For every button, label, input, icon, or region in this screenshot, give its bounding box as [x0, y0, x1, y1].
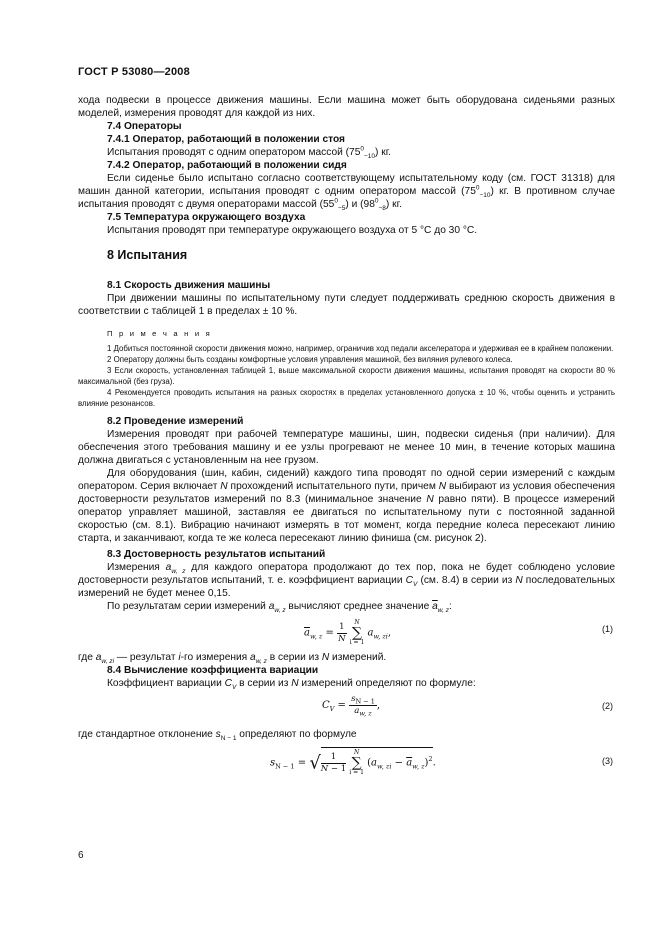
paragraph-7-4-1: Испытания проводят с одним оператором массой $(75^0_{-10})$ кг.: [107, 145, 392, 161]
section-heading-7-4-1: 7.4.1 Оператор, работающий в положении стоя: [107, 134, 345, 145]
formula-2: $C_V$ = $\frac{s_{N - 1}}{\overline{a}_{w, z}}$ , (2): [322, 694, 613, 718]
note-1: 1 Добиться постоянной скорости движения можно, например, ограничив ход педали акселератора и удерживая ее в крайнем положении.: [107, 344, 614, 353]
section-heading-7-4: 7.4 Операторы: [107, 121, 182, 132]
formula-1-explanation: где $a_{w, zi}$ — результат i-го измерения $a_{w, z}$ в серии из N измерений.: [78, 652, 387, 666]
paragraph-7-4-2: Если сиденье было испытано согласно соответствующему испытательному коду (см. ГОСТ 31318) для машин данной категории, испытания проводят с одним оператором массой $(75^0_{-10})$ кг. В противном случае испытания проводят с двумя операторами массой $(55^0_{-5})$ и $(98^0_{-8})$ кг.: [78, 173, 615, 213]
section-heading-8-1: 8.1 Скорость движения машины: [107, 280, 271, 291]
formula-1: $\overline{a}_{w, z}$ = $\frac{1}{N}$ N ∑ i = 1 $a_{w, zi}$, (1): [304, 619, 613, 646]
paragraph: хода подвески в процессе движения машины. Если машина может быть оборудована сиденьями разных моделей, измерения проводят для каждой из них.: [78, 95, 615, 119]
note-3: 3 Если скорость, установленная таблицей 1, выше максимальной скорости движения машины, испытания проводят на скорости 80 % максимальной (без груза).: [78, 366, 615, 386]
formula-2-number: (2): [602, 701, 613, 711]
formula-3-number: (3): [602, 756, 613, 766]
section-heading-8-3: 8.3 Достоверность результатов испытаний: [107, 549, 326, 560]
paragraph-8-3-a: Измерения $a_{w, z}$ для каждого оператора продолжают до тех пор, пока не будет соблюдено условие достоверности результатов испытаний, т. е. коэффициент вариации $C_V$ (см. 8.4) в серии из N последовательных измерений не будет менее 0,15.: [78, 562, 615, 599]
section-heading-8-2: 8.2 Проведение измерений: [107, 416, 244, 427]
section-heading-8: 8 Испытания: [107, 248, 188, 262]
formula-3: $s_{N - 1}$ = √ $\frac{1}{N - 1}$ N ∑ i = 1 $(a_{w, zi} - \overline{a}_{w, z})^2$. (3): [270, 749, 613, 776]
page-body: [78, 94, 615, 785]
paragraph-8-2-b: Для оборудования (шин, кабин, сидений) каждого типа проводят по одной серии измерений с каждым оператором. Серия включает N прохождений испытательного пути, причем N выбирают из условия обеспечения достоверности результатов измерений по 8.3 (минимальное значение N равно пяти). В процессе измерений оператор управляет машиной, заставляя ее двигаться по испытательному пути с постоянной заданной скоростью (см. 8.1). Вибрацию начинают измерять в тот момент, когда передние колеса пересекают линию старта, и заканчивают, когда те же колеса пересекают линию финиша (см. рисунок 2).: [78, 468, 615, 544]
note-4: 4 Рекомендуется проводить испытания на разных скоростях в пределах установленного допуска ± 10 %, чтобы оценить и устранить влияние резонансов.: [78, 388, 615, 408]
formula-1-number: (1): [602, 624, 613, 634]
section-heading-8-4: 8.4 Вычисление коэффициента вариации: [107, 665, 319, 676]
note-2: 2 Оператору должны быть созданы комфортные условия управления машиной, без виляния рулевого колеса.: [107, 355, 513, 364]
formula-2-explanation: где стандартное отклонение $s_{N - 1}$ определяют по формуле: [78, 729, 357, 743]
section-heading-7-5: 7.5 Температура окружающего воздуха: [107, 212, 306, 223]
paragraph-8-4: Коэффициент вариации $C_V$ в серии из N измерений определяют по формуле:: [107, 678, 476, 692]
section-heading-7-4-2: 7.4.2 Оператор, работающий в положении сидя: [107, 160, 347, 171]
standard-header: ГОСТ Р 53080—2008: [78, 66, 190, 78]
paragraph-8-3-b: По результатам серии измерений $a_{w, z}$ вычисляют среднее значение $\overline{a}_{w, z}$:: [107, 601, 452, 615]
paragraph-8-2-a: Измерения проводят при рабочей температуре машины, шин, подвески сиденья (при наличии). Для обеспечения этого требования машину и ее узлы прогревают не менее 10 мин, в течение которых машина должна двигаться с установленным на нее грузом.: [78, 429, 615, 466]
paragraph-7-5: Испытания проводят при температуре окружающего воздуха от 5 °С до 30 °С.: [107, 225, 478, 236]
paragraph-8-1: При движении машины по испытательному пути следует поддерживать среднюю скорость движения в соответствии с таблицей 1 в пределах ± 10 %.: [78, 293, 615, 317]
page-number: 6: [78, 850, 84, 861]
notes-title: П р и м е ч а н и я: [107, 329, 212, 338]
